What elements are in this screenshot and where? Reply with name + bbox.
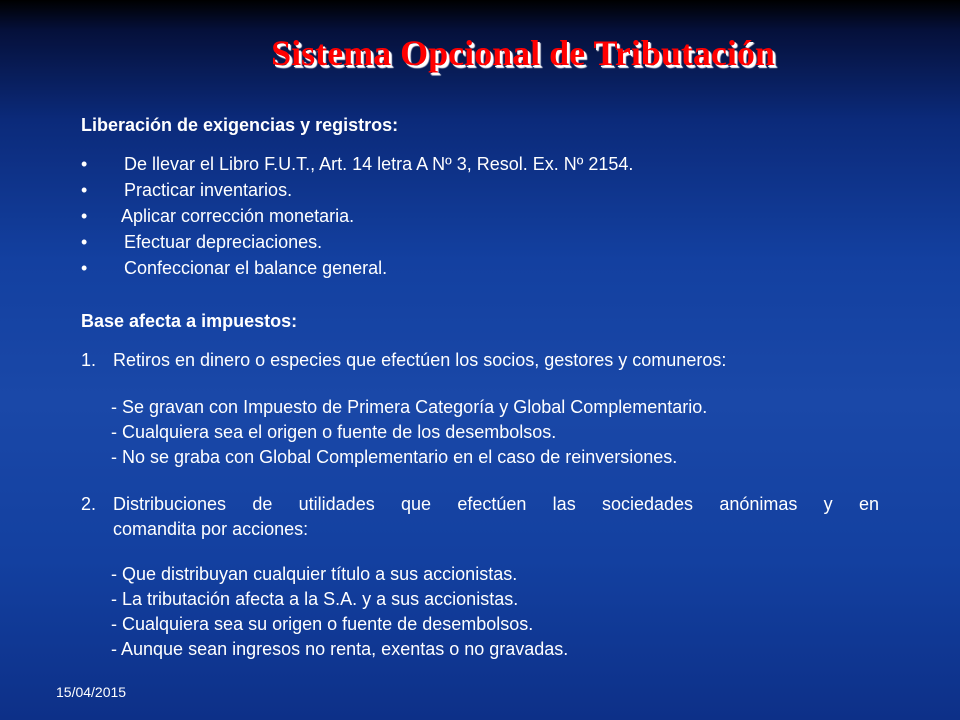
bullet-symbol: • (81, 180, 88, 200)
bullet-symbol: • (81, 232, 88, 252)
section-heading-liberacion: Liberación de exigencias y registros: (81, 115, 399, 135)
sub-item: - Cualquiera sea el origen o fuente de los desembolsos. (111, 422, 557, 442)
point-number: 1. (81, 350, 97, 370)
list-item: Confeccionar el balance general. (124, 258, 388, 278)
list-item: De llevar el Libro F.U.T., Art. 14 letra A Nº 3, Resol. Ex. Nº 2154. (124, 154, 634, 174)
bullet-symbol: • (81, 258, 88, 278)
list-item: Efectuar depreciaciones. (124, 232, 323, 252)
sub-item: - Que distribuyan cualquier título a sus accionistas. (111, 564, 518, 584)
sub-item: - Cualquiera sea su origen o fuente de desembolsos. (111, 614, 534, 634)
list-item: Aplicar corrección monetaria. (121, 206, 355, 226)
section-heading-base: Base afecta a impuestos: (81, 311, 298, 331)
sub-item: - No se graba con Global Complementario en el caso de reinversiones. (111, 447, 678, 467)
list-item: Practicar inventarios. (124, 180, 293, 200)
bullet-symbol: • (81, 206, 88, 226)
footer-date: 15/04/2015 (56, 684, 127, 700)
point-text-line1: Distribuciones de utilidades que efectúen las sociedades anónimas y en (113, 494, 879, 514)
point-number: 2. (81, 494, 97, 514)
bullet-symbol: • (81, 154, 88, 174)
sub-item: - Aunque sean ingresos no renta, exentas o no gravadas. (111, 639, 569, 659)
point-text: Retiros en dinero o especies que efectúen los socios, gestores y comuneros: (113, 350, 727, 370)
sub-item: - La tributación afecta a la S.A. y a sus accionistas. (111, 589, 519, 609)
point-text-line2: comandita por acciones: (113, 519, 309, 539)
sub-item: - Se gravan con Impuesto de Primera Categoría y Global Complementario. (111, 397, 708, 417)
slide-title: Sistema Opcional de Tributación (271, 33, 775, 73)
